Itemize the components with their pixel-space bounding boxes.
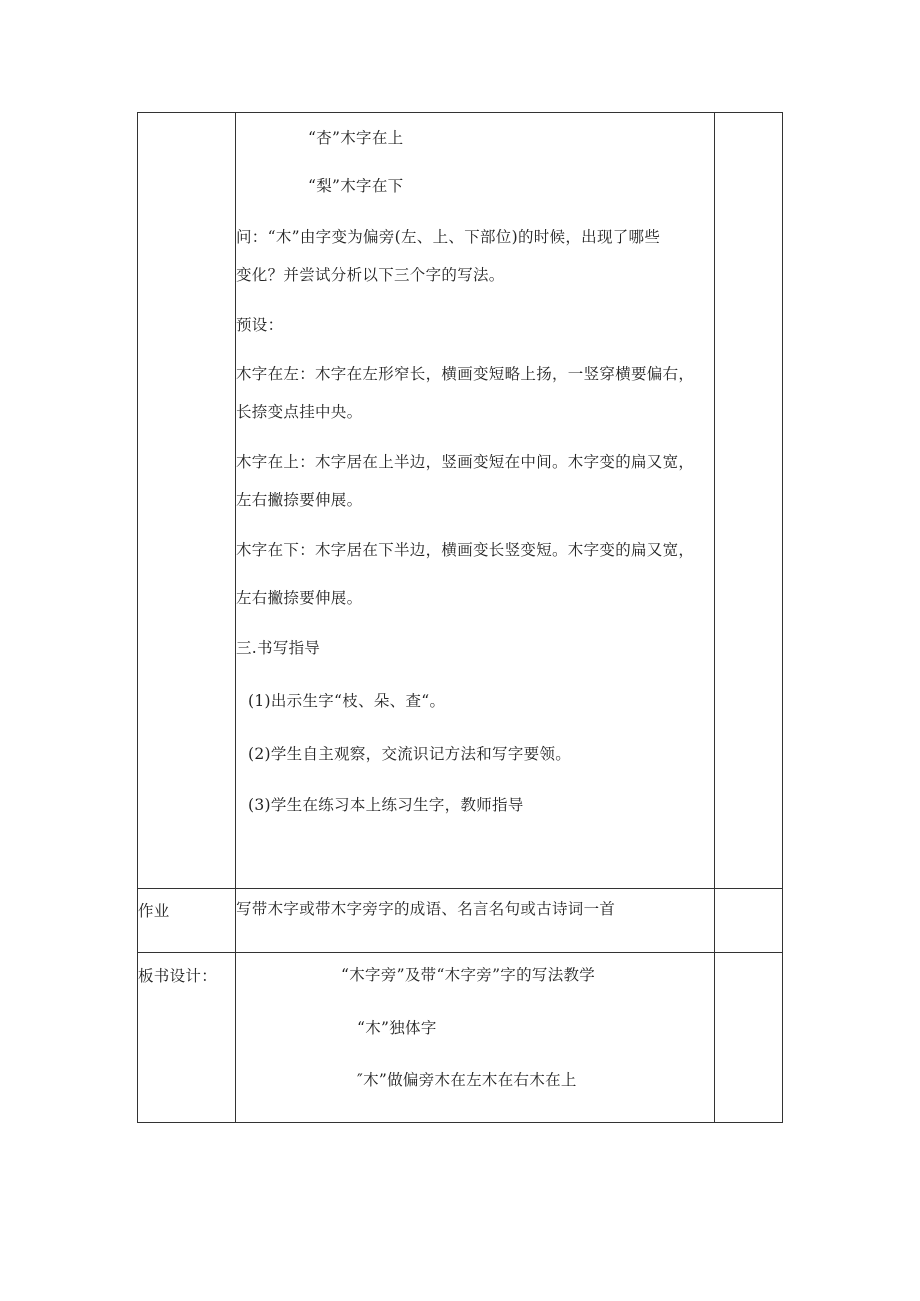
lesson-line: 问：“木”由字变为偏旁(左、上、下部位)的时候，出现了哪些 — [236, 228, 661, 246]
lesson-line: 左右撇捺要伸展。 — [236, 491, 363, 509]
lesson-line: “杏”木字在上 — [308, 129, 404, 147]
lesson-line: 木字在上：木字居在上半边，竖画变短在中间。木字变的扁又宽， — [236, 453, 695, 471]
row-divider-board — [138, 952, 782, 953]
homework-content: 写带木字或带木字旁字的成语、名言名句或古诗词一首 — [236, 900, 616, 918]
lesson-line: 变化？并尝试分析以下三个字的写法。 — [236, 266, 505, 284]
row-divider-homework — [138, 888, 782, 889]
board-line: “木”独体字 — [357, 1019, 437, 1037]
column-divider-right — [714, 113, 715, 1122]
lesson-line: 长捺变点挂中央。 — [236, 403, 363, 421]
lesson-line: 木字在下：木字居在下半边，横画变长竖变短。木字变的扁又宽， — [236, 541, 695, 559]
homework-label: 作业 — [138, 902, 170, 920]
lesson-line: 木字在左：木字在左形窄长，横画变短略上扬，一竖穿横要偏右， — [236, 365, 695, 383]
board-design-label: 板书设计： — [138, 967, 218, 985]
board-line: “木字旁”及带“木字旁”字的写法教学 — [341, 966, 596, 984]
lesson-line: 左右撇捺要伸展。 — [236, 589, 363, 607]
lesson-step: (2)学生自主观察，交流识记方法和写字要领。 — [248, 745, 572, 763]
lesson-step: (1)出示生字“枝、朵、查“。 — [248, 692, 446, 710]
board-line: ″木”做偏旁木在左木在右木在上 — [357, 1071, 577, 1089]
lesson-line: 预设： — [236, 316, 284, 334]
lesson-section-heading: 三.书写指导 — [236, 639, 321, 657]
lesson-table — [137, 112, 783, 1123]
lesson-step: (3)学生在练习本上练习生字，教师指导 — [248, 796, 524, 814]
lesson-line: “梨”木字在下 — [308, 177, 404, 195]
